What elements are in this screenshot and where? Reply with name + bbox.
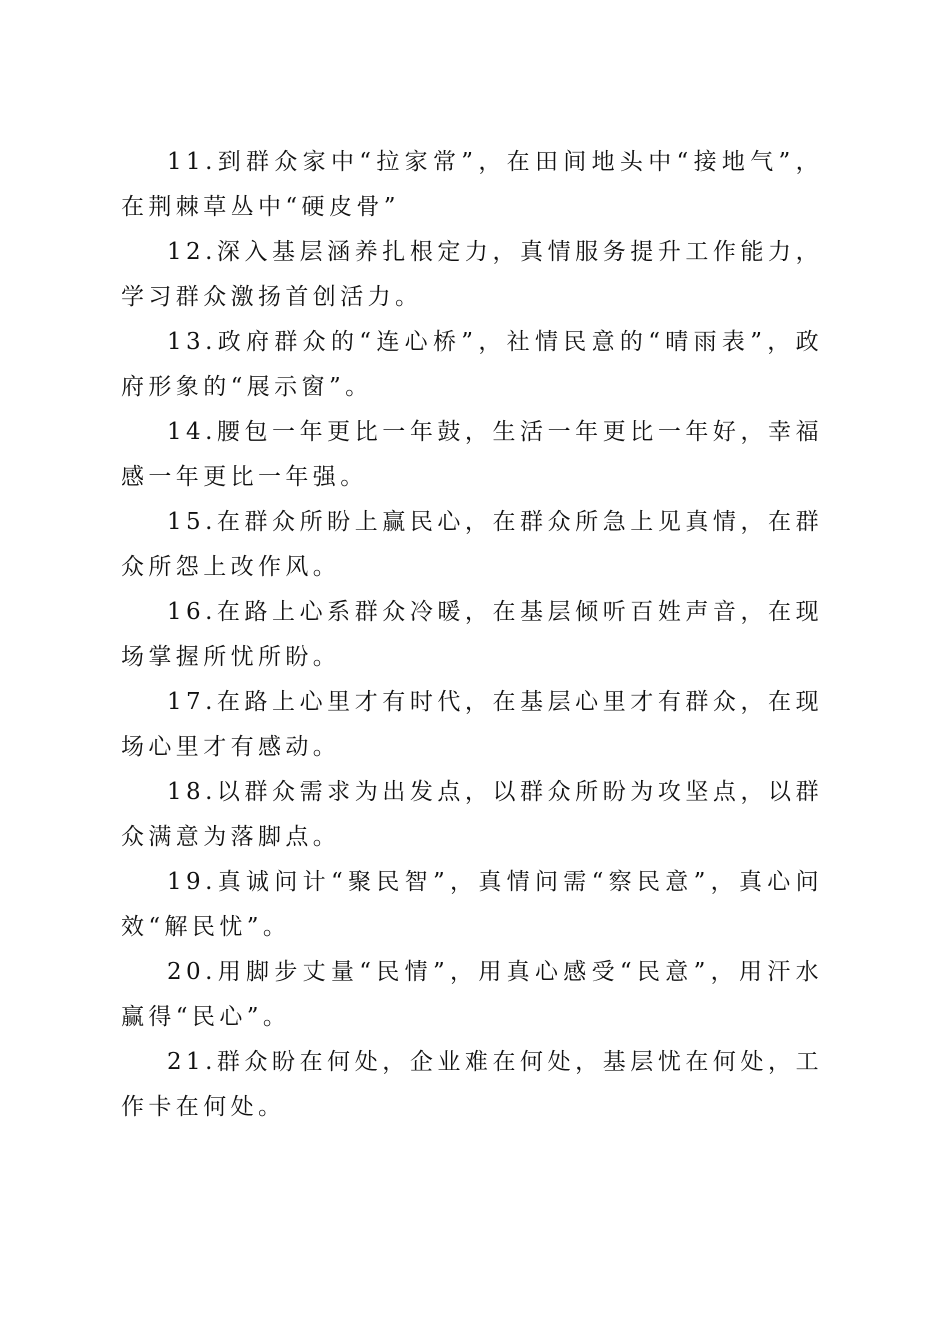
list-item: 17.在路上心里才有时代，在基层心里才有群众，在现场心里才有感动。: [121, 689, 823, 760]
list-item: 21.群众盼在何处，企业难在何处，基层忧在何处，工作卡在何处。: [121, 1049, 823, 1120]
list-item: 18.以群众需求为出发点，以群众所盼为攻坚点，以群众满意为落脚点。: [121, 779, 823, 850]
list-item: 13.政府群众的“连心桥”，社情民意的“晴雨表”，政府形象的“展示窗”。: [121, 329, 823, 400]
list-item: 12.深入基层涵养扎根定力，真情服务提升工作能力，学习群众激扬首创活力。: [121, 239, 823, 310]
document-body: [121, 140, 823, 1130]
list-item: 14.腰包一年更比一年鼓，生活一年更比一年好，幸福感一年更比一年强。: [121, 419, 823, 490]
list-item: 11.到群众家中“拉家常”，在田间地头中“接地气”，在荆棘草丛中“硬皮骨”: [121, 149, 823, 220]
list-item: 15.在群众所盼上赢民心，在群众所急上见真情，在群众所怨上改作风。: [121, 509, 823, 580]
list-item: 20.用脚步丈量“民情”，用真心感受“民意”，用汗水赢得“民心”。: [121, 959, 823, 1030]
list-item: 16.在路上心系群众冷暖，在基层倾听百姓声音，在现场掌握所忧所盼。: [121, 599, 823, 670]
list-item: 19.真诚问计“聚民智”，真情问需“察民意”，真心问效“解民忧”。: [121, 869, 823, 940]
